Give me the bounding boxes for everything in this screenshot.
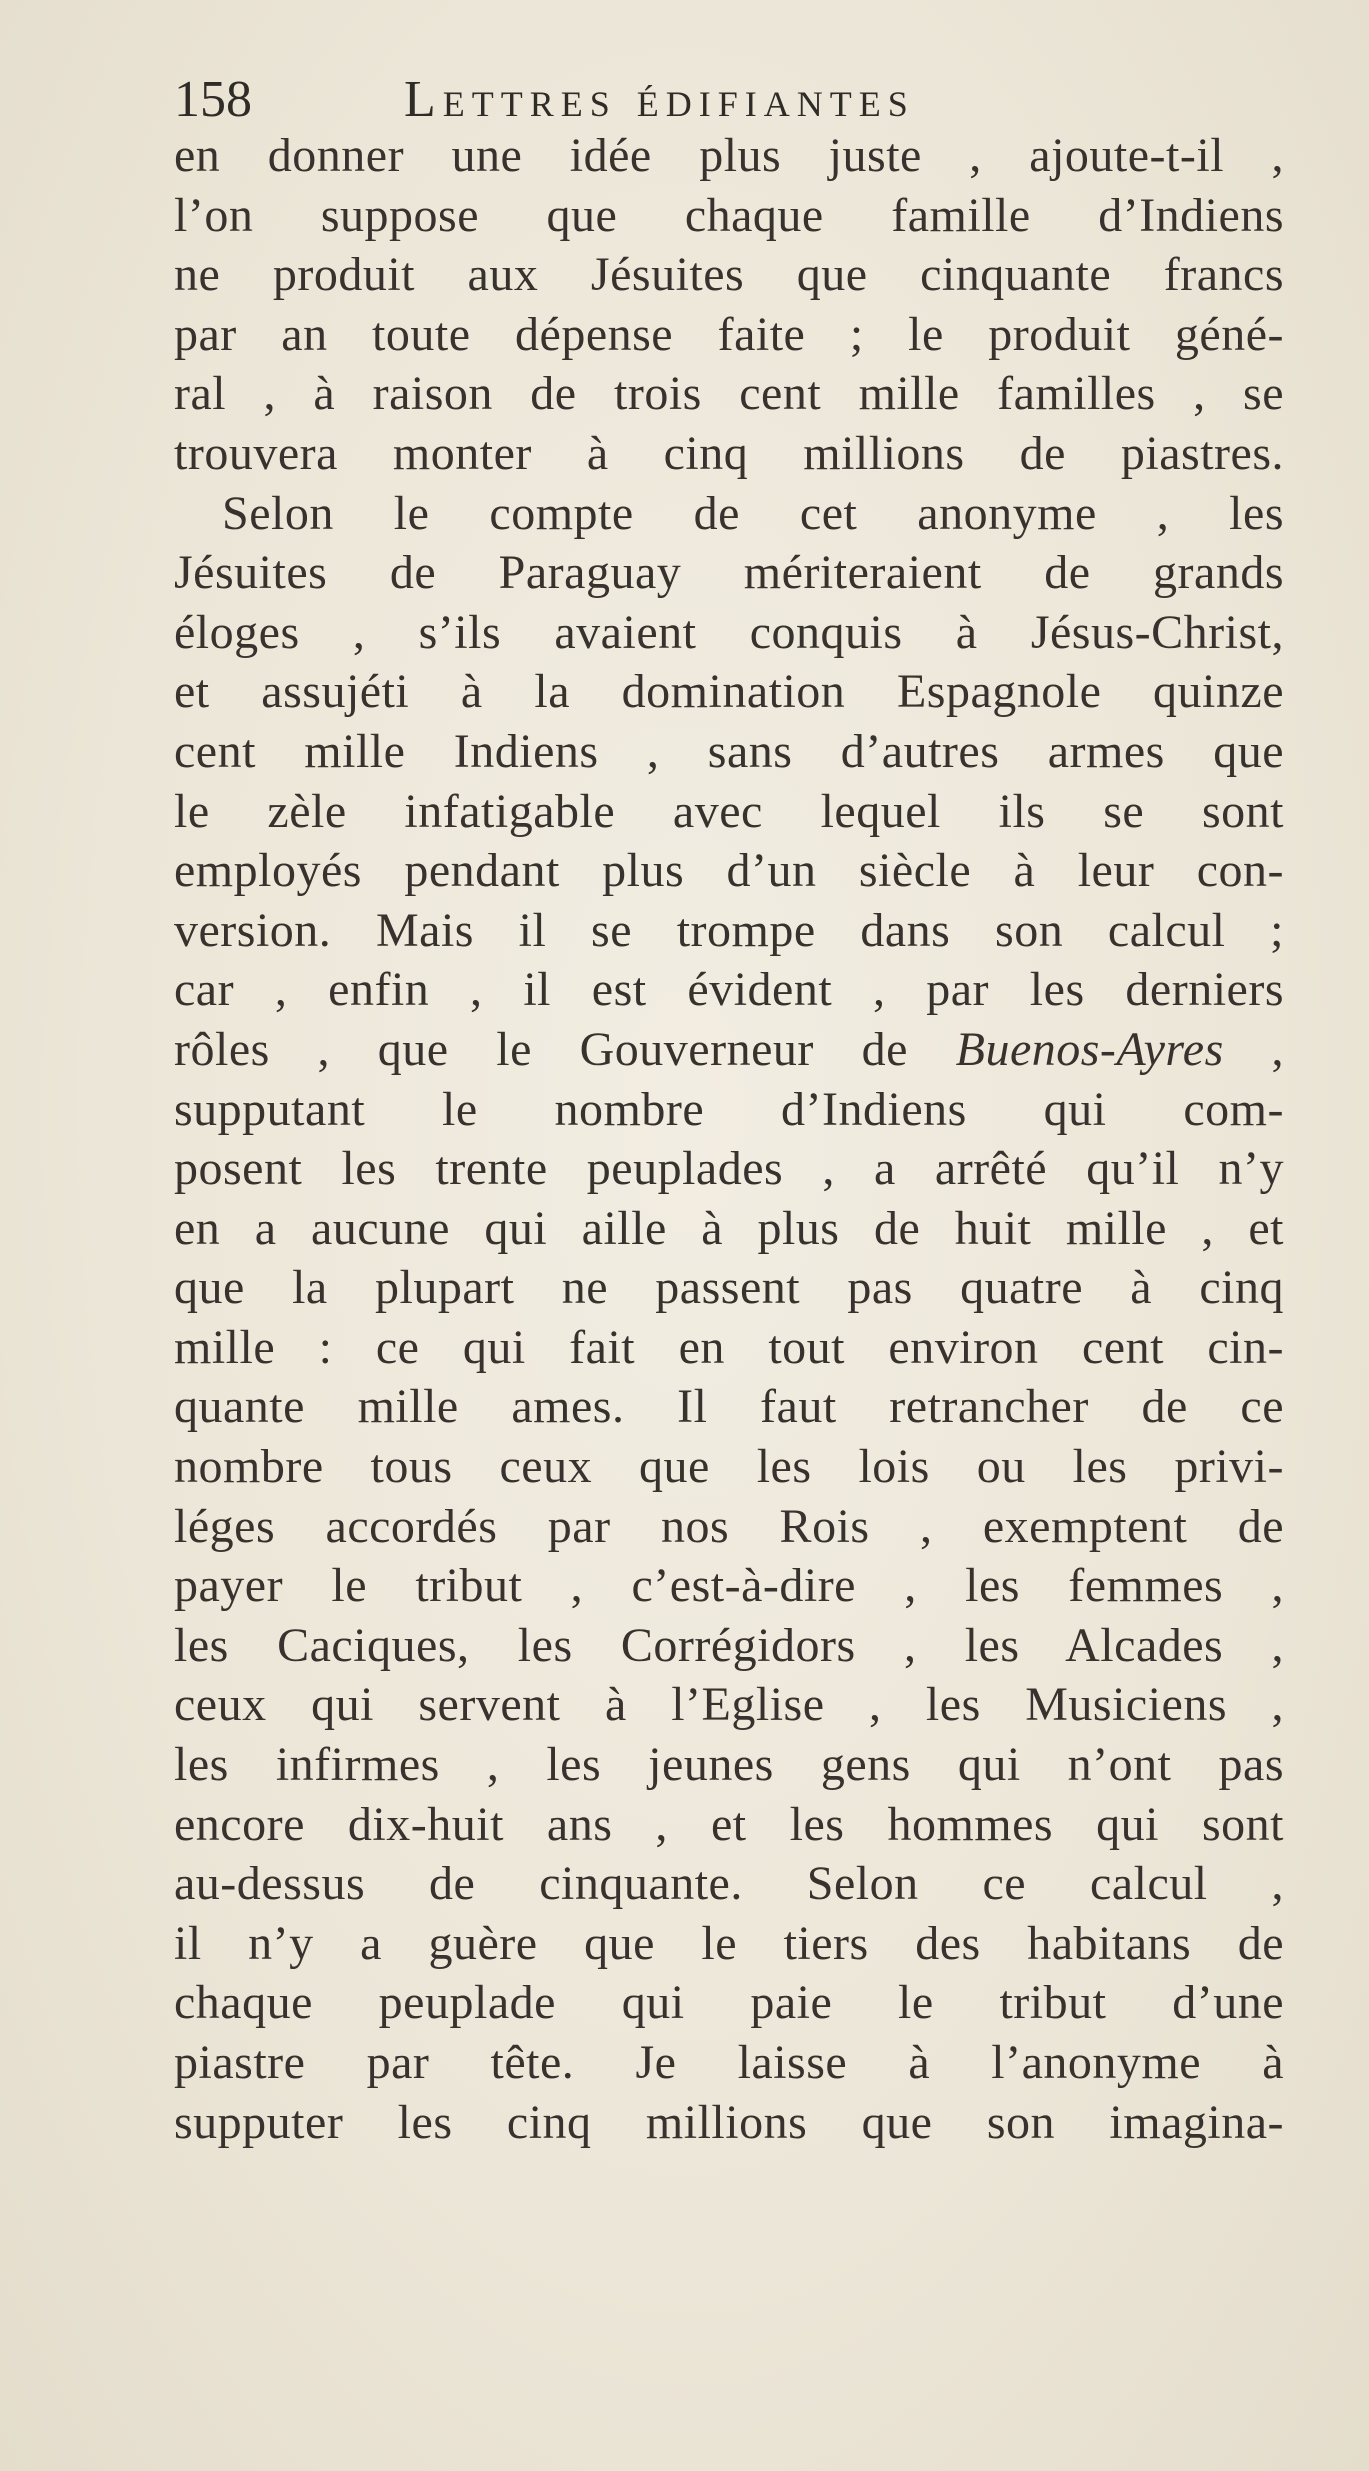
text-line: ceux qui servent à l’Eglise , les Musiciens , [174,1678,1284,1732]
text-line: Jésuites de Paraguay mériteraient de grands [174,546,1284,600]
text-line: piastre par tête. Je laisse à l’anonyme à [174,2036,1284,2089]
text-line: que la plupart ne passent pas quatre à cinq [174,1261,1284,1315]
italic-place-name: Buenos-Ayres [955,1022,1224,1076]
text-line: il n’y a guère que le tiers des habitans de [174,1916,1284,1970]
text-line: l’on suppose que chaque famille d’Indiens [174,188,1284,242]
text-line: payer le tribut , c’est-à-dire , les femmes , [174,1559,1284,1613]
text-line: employés pendant plus d’un siècle à leur con- [174,844,1284,898]
text-line: les infirmes , les jeunes gens qui n’ont pas [174,1738,1284,1792]
text-line: au-dessus de cinquante. Selon ce calcul , [174,1857,1284,1911]
text-line: quante mille ames. Il faut retrancher de ce [174,1380,1284,1434]
text-line: ral , à raison de trois cent mille familles , se [174,367,1284,421]
text-line: mille : ce qui fait en tout environ cent cin- [174,1320,1284,1374]
text-line: en donner une idée plus juste , ajoute-t-il , [174,129,1284,182]
text-line: léges accordés par nos Rois , exemptent de [174,1499,1284,1553]
text-line: ne produit aux Jésuites que cinquante francs [174,248,1284,302]
text-line: et assujéti à la domination Espagnole quinze [174,665,1284,719]
text-line: éloges , s’ils avaient conquis à Jésus-Christ, [174,605,1284,659]
running-title: Lettres édifiantes [404,71,915,128]
text-line-with-italic [174,1020,1284,1080]
text-line: nombre tous ceux que les lois ou les privi- [174,1440,1284,1494]
text-line: supputer les cinq millions que son imagina- [174,2095,1284,2149]
text-line: chaque peuplade qui paie le tribut d’une [174,1976,1284,2030]
text-line: le zèle infatigable avec lequel ils se sont [174,784,1284,838]
text-line: en a aucune qui aille à plus de huit mille , et [174,1201,1284,1255]
text-segment: , [1223,1022,1285,1076]
text-line: encore dix-huit ans , et les hommes qui sont [174,1797,1284,1851]
body-text [174,126,1284,2152]
text-line: cent mille Indiens , sans d’autres armes que [174,724,1284,778]
text-line: les Caciques, les Corrégidors , les Alcades , [174,1618,1284,1672]
text-line: car , enfin , il est évident , par les derniers [174,963,1284,1017]
text-line: supputant le nombre d’Indiens qui com- [174,1082,1284,1136]
text-line: trouvera monter à cinq millions de piastres. [174,426,1284,480]
text-segment: rôles , que le Gouverneur de [174,1022,956,1076]
text-line: Selon le compte de cet anonyme , les [222,486,1284,540]
text-line: par an toute dépense faite ; le produit géné- [174,307,1284,361]
text-line: version. Mais il se trompe dans son calcul ; [174,903,1284,957]
page-number: 158 [174,71,252,128]
text-line: posent les trente peuplades , a arrêté qu’il n’y [174,1142,1284,1196]
